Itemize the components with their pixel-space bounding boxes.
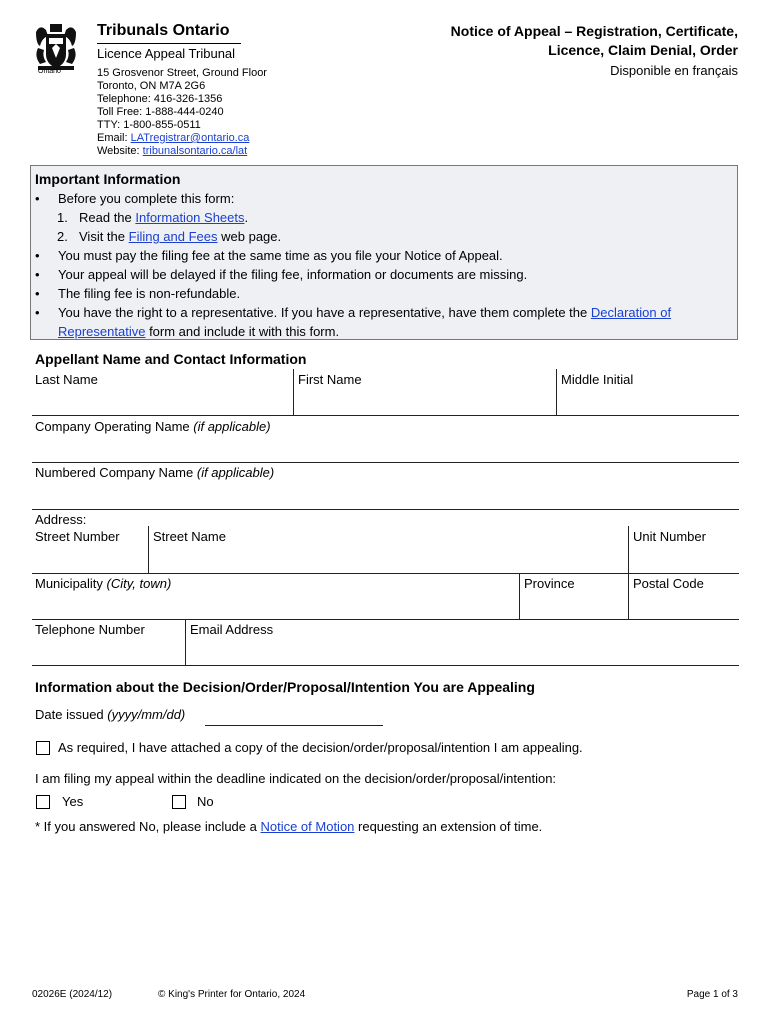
form-title-line2: Licence, Claim Denial, Order (548, 42, 738, 58)
page-number: Page 1 of 3 (686, 989, 738, 1000)
municipality-hint: (City, town) (106, 576, 172, 591)
decision-heading: Information about the Decision/Order/Proposal/Intention You are Appealing (35, 679, 535, 695)
address-label: Address: (35, 512, 87, 527)
email-address-label: Email Address (190, 622, 274, 637)
important-info-heading: Important Information (35, 171, 181, 187)
information-sheets-link[interactable]: Information Sheets (135, 210, 245, 225)
appellant-heading: Appellant Name and Contact Information (35, 351, 307, 367)
tty-text: TTY: 1-800-855-0511 (97, 119, 201, 131)
notice-of-motion-link[interactable]: Notice of Motion (260, 819, 355, 834)
subitem-number: 2. (57, 229, 68, 244)
divider (32, 573, 739, 574)
attached-copy-checkbox[interactable] (36, 741, 50, 755)
french-version-link[interactable]: Disponible en français (610, 63, 738, 78)
subitem-text: Visit the (79, 229, 129, 244)
middle-initial-label: Middle Initial (561, 372, 634, 387)
info-item-text: Your appeal will be delayed if the filing fee, information or documents are missing. (58, 267, 528, 282)
address-line2: Toronto, ON M7A 2G6 (97, 80, 206, 92)
municipality-label (35, 576, 171, 591)
declaration-link-part2[interactable]: Representative (58, 324, 146, 339)
date-issued-underline (205, 725, 383, 726)
municipality-input[interactable] (35, 596, 517, 618)
yes-label: Yes (62, 794, 84, 809)
attached-copy-label: As required, I have attached a copy of the decision/order/proposal/intention I am appealing. (58, 740, 583, 755)
first-name-input[interactable] (298, 392, 554, 414)
divider (32, 509, 739, 510)
extension-note (35, 819, 542, 834)
crest-label: Ontario (38, 68, 61, 75)
info-item (30, 189, 730, 208)
company-operating-text: Company Operating Name (35, 419, 194, 434)
yes-checkbox[interactable] (36, 795, 50, 809)
filing-and-fees-link[interactable]: Filing and Fees (128, 229, 218, 244)
bullet-icon: • (35, 191, 40, 206)
last-name-input[interactable] (35, 392, 291, 414)
unit-number-label: Unit Number (633, 529, 706, 544)
date-issued-label (35, 707, 185, 722)
info-subitem (30, 208, 730, 227)
bullet-icon: • (35, 305, 40, 320)
ontario-crest-icon (30, 22, 82, 74)
bullet-icon: • (35, 286, 40, 301)
info-item-text: You must pay the filing fee at the same time as you file your Notice of Appeal. (58, 248, 503, 263)
postal-code-input[interactable] (633, 596, 737, 618)
divider (185, 619, 186, 666)
contact-block (97, 67, 267, 158)
subitem-text: Read the (79, 210, 136, 225)
extension-note-text-end: requesting an extension of time. (354, 819, 543, 834)
province-label: Province (524, 576, 575, 591)
address-line1: 15 Grosvenor Street, Ground Floor (97, 67, 267, 79)
divider (32, 462, 739, 463)
info-item-text-end: form and include it with this form. (145, 324, 340, 339)
street-number-label: Street Number (35, 529, 120, 544)
website-row (97, 145, 267, 158)
toll-free-text: Toll Free: 1-888-444-0240 (97, 106, 224, 118)
company-numbered-text: Numbered Company Name (35, 465, 197, 480)
date-issued-input[interactable] (206, 706, 386, 726)
divider (32, 415, 739, 416)
email-link[interactable]: LATregistrar@ontario.ca (130, 132, 250, 144)
info-item-text: The filing fee is non-refundable. (58, 286, 241, 301)
first-name-label: First Name (298, 372, 362, 387)
divider (293, 369, 294, 415)
street-name-input[interactable] (153, 549, 627, 571)
deadline-question: I am filing my appeal within the deadline indicated on the decision/order/proposal/intention: (35, 771, 557, 786)
telephone-number-label: Telephone Number (35, 622, 145, 637)
if-applicable-note: (if applicable) (196, 465, 275, 480)
org-subtitle: Licence Appeal Tribunal (97, 46, 236, 61)
website-label: Website: (97, 145, 143, 157)
info-item-text: Before you complete this form: (58, 191, 235, 206)
company-operating-input[interactable] (35, 438, 739, 460)
street-number-input[interactable] (35, 549, 147, 571)
no-checkbox[interactable] (172, 795, 186, 809)
divider (556, 369, 557, 415)
form-code: 02026E (2024/12) (32, 989, 113, 1000)
info-item (30, 246, 730, 265)
last-name-label: Last Name (35, 372, 98, 387)
telephone-text: Telephone: 416-326-1356 (97, 93, 223, 105)
form-title-line1: Notice of Appeal – Registration, Certificate, (450, 23, 738, 39)
divider (628, 526, 629, 573)
bullet-icon: • (35, 248, 40, 263)
info-subitem (30, 227, 730, 246)
email-row (97, 132, 267, 145)
company-operating-label (35, 419, 271, 434)
org-title: Tribunals Ontario (97, 22, 230, 39)
info-item-text: You have the right to a representative. If you have a representative, have them complete the (58, 305, 591, 320)
bullet-icon: • (35, 267, 40, 282)
subitem-text-end: web page. (217, 229, 282, 244)
unit-number-input[interactable] (633, 549, 737, 571)
info-item (30, 265, 730, 284)
divider (148, 526, 149, 573)
province-input[interactable] (524, 596, 626, 618)
postal-code-label: Postal Code (633, 576, 704, 591)
org-title-rule (97, 43, 241, 44)
subitem-number: 1. (57, 210, 68, 225)
info-item (30, 303, 730, 341)
info-item (30, 284, 730, 303)
middle-initial-input[interactable] (561, 392, 735, 414)
website-link[interactable]: tribunalsontario.ca/lat (142, 145, 248, 157)
important-info-list (30, 189, 730, 341)
divider (519, 573, 520, 620)
form-title (378, 22, 738, 60)
divider (32, 665, 739, 666)
if-applicable-note: (if applicable) (193, 419, 271, 434)
telephone-number-input[interactable] (35, 642, 183, 664)
street-name-label: Street Name (153, 529, 226, 544)
divider (32, 619, 739, 620)
email-label: Email: (97, 132, 131, 144)
date-issued-text: Date issued (35, 707, 108, 722)
copyright: © King's Printer for Ontario, 2024 (158, 989, 306, 1000)
municipality-text: Municipality (35, 576, 107, 591)
company-numbered-label (35, 465, 274, 480)
extension-note-text: * If you answered No, please include a (35, 819, 261, 834)
date-format-hint: (yyyy/mm/dd) (107, 707, 186, 722)
email-address-input[interactable] (190, 642, 734, 664)
divider (628, 573, 629, 620)
subitem-text-end: . (244, 210, 249, 225)
declaration-link-part1[interactable]: Declaration of (590, 305, 672, 320)
no-label: No (197, 794, 214, 809)
company-numbered-input[interactable] (35, 484, 739, 506)
